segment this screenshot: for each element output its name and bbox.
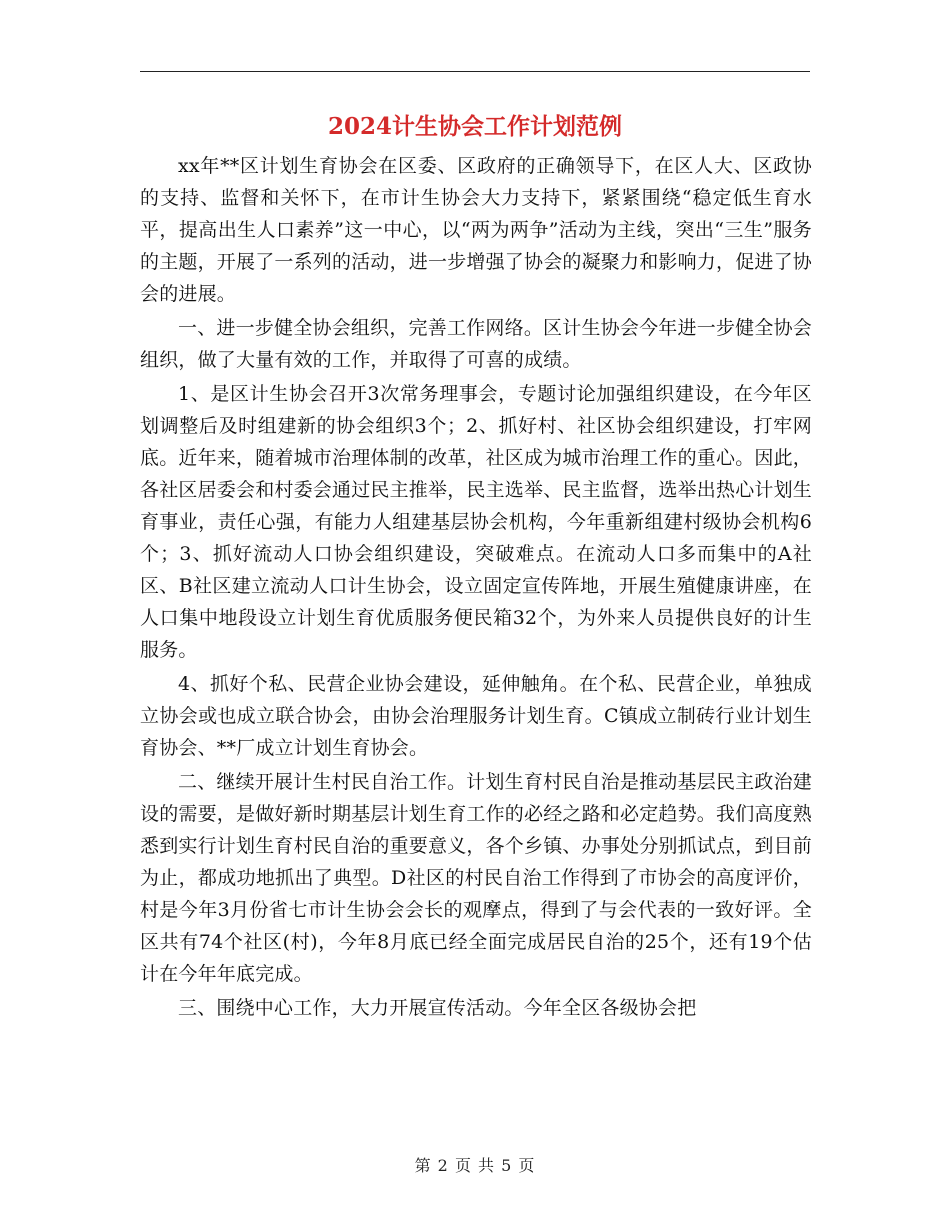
paragraph-section-2: 二、继续开展计生村民自治工作。计划生育村民自治是推动基层民主政治建设的需要，是做好新时期基层计划生育工作的必经之路和必定趋势。我们高度熟悉到实行计划生育村民自治的重要意义，各个乡镇、办事处分别抓试点，到目前为止，都成功地抓出了典型。D社区的村民自治工作得到了市协会的高度评价，村是今年3月份省七市计生协会会长的观摩点，得到了与会代表的一致好评。全区共有74个社区(村)，今年8月底已经全面完成居民自治的25个，还有19个估计在今年年底完成。 [140,771,813,985]
paragraph-section-1-item-4: 4、抓好个私、民营企业协会建设，延伸触角。在个私、民营企业，单独成立协会或也成立联合协会，由协会治理服务计划生育。C镇成立制砖行业计划生育协会、**厂成立计划生育协会。 [140,673,812,759]
document-body [140,150,812,1024]
document-title: 2024计生协会工作计划范例 [327,113,622,140]
paragraph-section-1-items: 1、是区计生协会召开3次常务理事会，专题讨论加强组织建设，在今年区划调整后及时组建新的协会组织3个；2、抓好村、社区协会组织建设，打牢网底。近年来，随着城市治理体制的改革，社区成为城市治理工作的重心。因此，各社区居委会和村委会通过民主推举，民主选举、民主监督，选举出热心计划生育事业，责任心强，有能力人组建基层协会机构，今年重新组建村级协会机构6个；3、抓好流动人口协会组织建设，突破难点。在流动人口多而集中的A社区、B社区建立流动人口计生协会，设立固定宣传阵地，开展生殖健康讲座，在人口集中地段设立计划生育优质服务便民箱32个，为外来人员提供良好的计生服务。 [140,383,813,661]
header-rule [140,71,810,72]
page-number: 第 2 页 共 5 页 [414,1156,536,1175]
paragraph-intro: xx年**区计划生育协会在区委、区政府的正确领导下，在区人大、区政协的支持、监督和关怀下，在市计生协会大力支持下，紧紧围绕“稳定低生育水平，提高出生人口素养”这一中心，以“两为两争”活动为主线，突出“三生”服务的主题，开展了一系列的活动，进一步增强了协会的凝聚力和影响力，促进了协会的进展。 [140,155,813,305]
paragraph-section-1: 一、进一步健全协会组织，完善工作网络。区计生协会今年进一步健全协会组织，做了大量有效的工作，并取得了可喜的成绩。 [140,317,812,371]
paragraph-section-3: 三、围绕中心工作，大力开展宣传活动。今年全区各级协会把 [178,997,697,1019]
